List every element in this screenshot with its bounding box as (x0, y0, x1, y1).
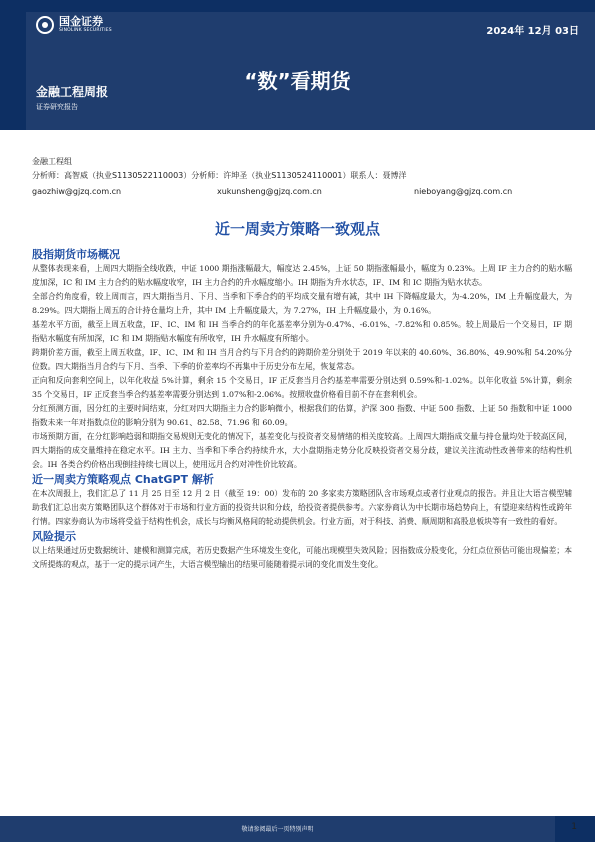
brand-name: 国金证券 (59, 15, 103, 28)
brand-name-en: SINOLINK SECURITIES (59, 28, 112, 33)
email-link[interactable]: gaozhiw@gjzq.com.cn (32, 187, 122, 196)
report-header (0, 0, 595, 130)
report-subtype: 证券研究报告 (36, 103, 78, 111)
paragraph: 正向和反向套利空间上，以年化收益 5%计算，剩余 15 个交易日，IF 正反套当月合约基差率需要分别达到 0.59%和-1.02%。以年化收益 5%计算，剩余 35 个交易日，IF 正反套当季合约基差率需要分别达到 1.07%和-2.06%。按照收盘价格看目前不存在套利机会。 (32, 376, 572, 399)
email-link[interactable]: xukunsheng@gjzq.com.cn (217, 187, 322, 196)
paragraph: 跨期价差方面，截至上周五收盘，IF、IC、IM 和 IH 当月合约与下月合约的跨期价差分别处于 2019 年以来的 40.60%、36.80%、49.90%和 54.20%分位数。四大期指当月合约与下月、当季、下季的价差率均不再集中于历史分布左尾，恢复常态。 (32, 348, 572, 371)
report-date: 2024年 12月 03日 (486, 26, 579, 37)
footer-bar (0, 816, 595, 842)
logo-text (59, 16, 112, 34)
logo-icon (36, 16, 54, 34)
footer-panel (0, 816, 555, 842)
brand-logo (36, 16, 112, 34)
email-link[interactable]: nieboyang@gjzq.com.cn (414, 187, 513, 196)
paragraph: 在本次周报上，我们汇总了 11 月 25 日至 12 月 2 日（截至 19：00）发布的 20 多家卖方策略团队含市场观点或者行业观点的报告。并且让大语言模型辅助我们汇总出卖方策略团队这个群体对于市场和行业方面的投资共识和分歧，给投资者提供参考。六家券商认为中长期市场趋势向上，有望迎来结构性或跨年行情。四家券商认为市场将受益于结构性机会，成长与均衡风格间的轮动提供机会。行业方面，对于科技、消费、顺周期和高股息板块等有一致性的看好。 (32, 489, 572, 526)
section-heading: 风险提示 (32, 530, 76, 543)
paragraph: 基差水平方面，截至上周五收盘，IF、IC、IM 和 IH 当季合约的年化基差率分别为-0.47%、-6.01%、-7.82%和 0.85%。较上周最后一个交易日，IF 期指贴水幅度有所加深，IC 和 IM 期指贴水幅度有所收窄，IH 升水幅度有所缩小。 (32, 320, 572, 343)
paragraph: 从整体表现来看，上周四大期指全线收跌，中证 1000 期指涨幅最大，幅度达 2.45%，上证 50 期指涨幅最小，幅度为 0.23%。上周 IF 主力合约的贴水幅度加深，IC 和 IM 主力合约的贴水幅度收窄，IH 主力合约的升水幅度缩小。IH 期指为升水状态，IF、IM 和 IC 期指为贴水状态。 (32, 264, 572, 287)
report-title: “数”看期货 (244, 69, 351, 93)
analyst-line: 分析师：高智威（执业S1130522110003）分析师：许坤圣（执业S1130524110001）联系人：聂博洋 (32, 171, 407, 180)
section-heading: 股指期货市场概况 (32, 248, 120, 261)
paragraph: 全部合约角度看，较上周而言，四大期指当月、下月、当季和下季合约的平均成交量有增有减，其中 IH 下降幅度最大，为-4.20%，IM 上升幅度最大，为 8.29%。四大期指上周五的合计持仓量均上升，其中 IM 上升幅度最大，为 7.27%，IH 上升幅度最小，为 0.16%。 (32, 292, 572, 315)
report-body (32, 247, 572, 572)
report-type: 金融工程周报 (36, 85, 109, 99)
paragraph: 分红预测方面，因分红的主要时间结束，分红对四大期指主力合约影响微小，根据我们的估算，沪深 300 指数、中证 500 指数、上证 50 指数和中证 1000 指数未来一年对指数点位的影响分别为 90.61、82.58、71.96 和 60.09。 (32, 404, 572, 427)
footer-disclaimer: 敬请参阅最后一页特别声明 (241, 826, 314, 833)
section-heading: 近一周卖方策略观点 ChatGPT 解析 (32, 473, 214, 486)
main-title: 近一周卖方策略一致观点 (214, 220, 380, 238)
paragraph: 市场预期方面，在分红影响趋弱和期指交易规则无变化的情况下，基差变化与投资者交易情绪的相关度较高。上周四大期指成交量与持仓量均处于较高区间，四大期指的成交量维持在稳定水平。IH 主力、当季和下季合约持续升水，大小盘期指走势分化反映投资者交易分歧，建议关注流动性改善带来的结构性机会。IH 各类合约价格出现倒挂持续七周以上，使用远月合约对冲性价比较高。 (32, 432, 572, 469)
team-name: 金融工程组 (32, 157, 72, 166)
page-number: 1 (571, 822, 577, 832)
paragraph: 以上结果通过历史数据统计、建模和测算完成，若历史数据产生环境发生变化，可能出现模型失效风险；因指数成分股变化，分红点位预估可能出现偏差；本文所提炼的观点，基于一定的提示词产生，大语言模型输出的结果可能随着提示词的变化而发生变化。 (32, 546, 572, 569)
